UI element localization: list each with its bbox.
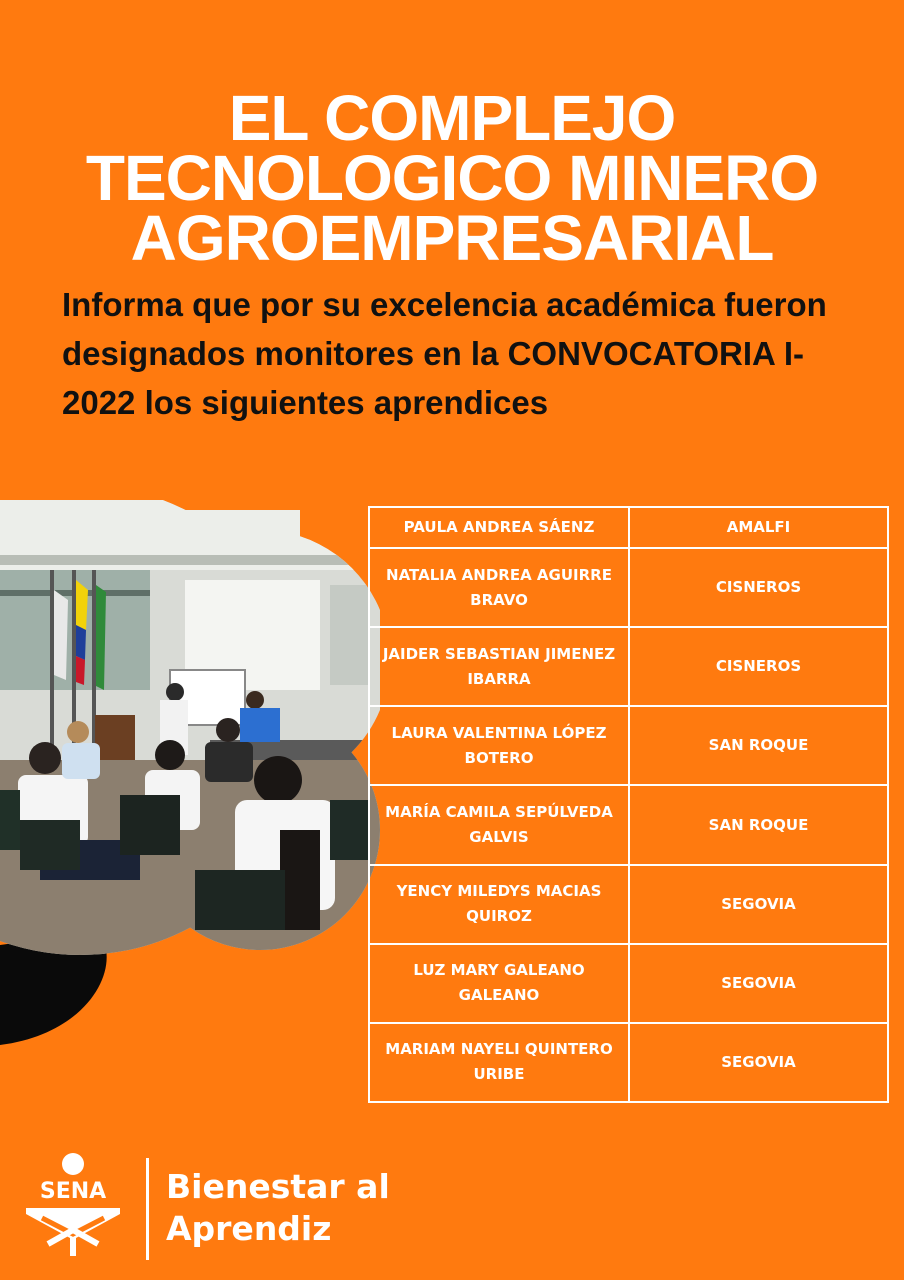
- student-name: LUZ MARY GALEANO GALEANO: [369, 944, 629, 1023]
- municipality: SEGOVIA: [629, 944, 888, 1023]
- footer-line-1: Bienestar al: [166, 1167, 390, 1206]
- municipality: CISNEROS: [629, 548, 888, 627]
- monitors-table: [368, 506, 889, 1103]
- student-name: LAURA VALENTINA LÓPEZ BOTERO: [369, 706, 629, 785]
- municipality: SEGOVIA: [629, 865, 888, 944]
- title-line-2: TECNOLOGICO MINERO: [85, 142, 819, 214]
- municipality: SEGOVIA: [629, 1023, 888, 1102]
- student-name: MARÍA CAMILA SEPÚLVEDA GALVIS: [369, 785, 629, 864]
- announcement-text: Informa que por su excelencia académica fueron designados monitores en la CONVOCATORIA I-2022 los siguientes aprendices: [62, 286, 827, 421]
- poster-title: [0, 82, 904, 274]
- table-row: [369, 865, 888, 944]
- sena-logo-text: SENA: [39, 1179, 107, 1204]
- sena-logo: [18, 1152, 128, 1262]
- footer-divider: [146, 1158, 149, 1260]
- student-name: MARIAM NAYELI QUINTERO URIBE: [369, 1023, 629, 1102]
- municipality: SAN ROQUE: [629, 706, 888, 785]
- title-line-3: AGROEMPRESARIAL: [130, 202, 774, 274]
- footer-program-name: [166, 1166, 390, 1250]
- table-row: [369, 548, 888, 627]
- student-name: YENCY MILEDYS MACIAS QUIROZ: [369, 865, 629, 944]
- municipality: SAN ROQUE: [629, 785, 888, 864]
- municipality: AMALFI: [629, 507, 888, 548]
- title-line-1: EL COMPLEJO: [228, 82, 676, 154]
- footer-line-2: Aprendiz: [166, 1209, 332, 1248]
- student-name: NATALIA ANDREA AGUIRRE BRAVO: [369, 548, 629, 627]
- student-name: JAIDER SEBASTIAN JIMENEZ IBARRA: [369, 627, 629, 706]
- municipality: CISNEROS: [629, 627, 888, 706]
- classroom-photo: [0, 500, 380, 1060]
- table-row: [369, 944, 888, 1023]
- table-row: [369, 706, 888, 785]
- student-name: PAULA ANDREA SÁENZ: [369, 507, 629, 548]
- table-row: [369, 627, 888, 706]
- table-row: [369, 785, 888, 864]
- table-row: [369, 1023, 888, 1102]
- table-row: [369, 507, 888, 548]
